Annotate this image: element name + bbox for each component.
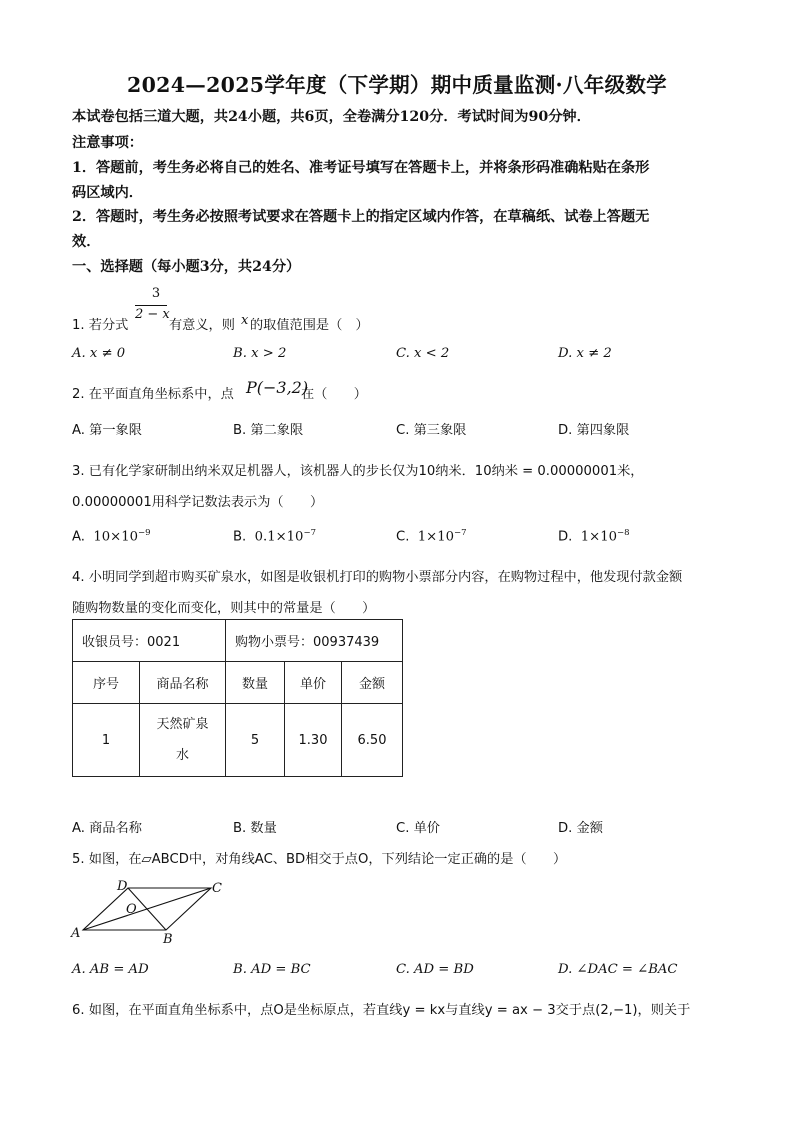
- q3-option-a-label: A.: [72, 529, 85, 545]
- note-2-line-1: 2．答题时，考生务必按照考试要求在答题卡上的指定区域内作答，在草稿纸、试卷上答题无: [72, 209, 650, 225]
- vertex-label-c: C: [212, 881, 222, 896]
- q1-option-a[interactable]: A. x ≠ 0: [72, 346, 126, 361]
- q2-suffix: 在（ ）: [301, 387, 367, 402]
- vertex-label-d: D: [117, 879, 128, 894]
- q3-line-1: 3. 已有化学家研制出纳米双足机器人，该机器人的步长仅为10纳米．10纳米 = 0.00000001米，: [72, 464, 644, 479]
- q2-prefix: 2. 在平面直角坐标系中，点: [72, 387, 234, 402]
- q4-option-b[interactable]: B. 数量: [233, 821, 277, 836]
- q3-option-a[interactable]: [72, 528, 151, 544]
- q1-variable: x: [241, 313, 249, 328]
- receipt-table: [72, 619, 403, 777]
- receipt-header-index: 序号: [73, 662, 140, 704]
- q3-option-b-exponent: −7: [303, 528, 316, 538]
- q2-option-c[interactable]: C. 第三象限: [396, 423, 467, 438]
- note-2-line-2: 效．: [72, 234, 101, 250]
- notes-title: 注意事项：: [72, 135, 143, 151]
- vertex-label-a: A: [71, 926, 81, 941]
- q4-line-1: 4. 小明同学到超市购买矿泉水，如图是收银机打印的购物小票部分内容，在购物过程中，他发现付款金额: [72, 570, 683, 585]
- q1-fraction-denominator: 2 − x: [135, 307, 170, 322]
- q3-option-d-base: 1×10: [580, 529, 617, 545]
- q2-option-a[interactable]: A. 第一象限: [72, 423, 142, 438]
- receipt-cell-amount: 6.50: [342, 704, 403, 777]
- receipt-cell-index: 1: [73, 704, 140, 777]
- receipt-column-headers: [73, 662, 403, 704]
- q1-suffix-b: 的取值范围是（ ）: [250, 318, 369, 333]
- q3-option-d-label: D.: [558, 529, 573, 545]
- q5-option-a[interactable]: A. AB = AD: [72, 962, 149, 977]
- table-row: [73, 704, 403, 777]
- q3-option-c-label: C.: [396, 529, 410, 545]
- receipt-cell-unit-price: 1.30: [285, 704, 342, 777]
- receipt-header-row: [73, 620, 403, 662]
- exam-intro: 本试卷包括三道大题，共24小题，共6页，全卷满分120分．考试时间为90分钟．: [72, 109, 591, 125]
- q5-option-b[interactable]: B. AD = BC: [233, 962, 311, 977]
- receipt-cell-quantity: 5: [226, 704, 285, 777]
- q3-option-b-base: 0.1×10: [254, 529, 304, 545]
- q3-option-a-exponent: −9: [138, 528, 151, 538]
- receipt-header-quantity: 数量: [226, 662, 285, 704]
- q2-point: P(−3,2): [246, 378, 309, 397]
- center-label-o: O: [126, 902, 137, 917]
- q4-option-c[interactable]: C. 单价: [396, 821, 440, 836]
- receipt-cell-name: 天然矿泉水: [140, 704, 226, 777]
- q1-fraction-numerator: 3: [151, 286, 161, 301]
- q3-option-a-base: 10×10: [93, 529, 138, 545]
- q3-line-2: 0.00000001用科学记数法表示为（ ）: [72, 495, 324, 510]
- q4-option-d[interactable]: D. 金额: [558, 821, 603, 836]
- note-1-line-1: 1．答题前，考生务必将自己的姓名、准考证号填写在答题卡上，并将条形码准确粘贴在条形: [72, 160, 650, 176]
- note-1-line-2: 码区域内．: [72, 185, 143, 201]
- q3-option-d[interactable]: [558, 528, 630, 544]
- q1-suffix-a: 有意义，则: [169, 318, 235, 333]
- q3-option-c-exponent: −7: [454, 528, 467, 538]
- q3-option-b[interactable]: [233, 528, 316, 544]
- receipt-cashier: 收银员号：0021: [73, 620, 226, 662]
- vertex-label-b: B: [163, 932, 173, 946]
- q3-option-c-base: 1×10: [417, 529, 455, 545]
- q1-option-b[interactable]: B. x > 2: [233, 346, 287, 361]
- q5-option-d[interactable]: D. ∠DAC = ∠BAC: [558, 962, 678, 977]
- q5-stem: 5. 如图，在▱ABCD中，对角线AC、BD相交于点O，下列结论一定正确的是（ ）: [72, 852, 567, 867]
- q1-fraction-bar: [135, 305, 167, 306]
- q1-option-d[interactable]: D. x ≠ 2: [558, 346, 612, 361]
- q1-option-c[interactable]: C. x < 2: [396, 346, 450, 361]
- q4-option-a[interactable]: A. 商品名称: [72, 821, 142, 836]
- receipt-header-name: 商品名称: [140, 662, 226, 704]
- q2-option-b[interactable]: B. 第二象限: [233, 423, 304, 438]
- page-title: 2024—2025学年度（下学期）期中质量监测·八年级数学: [127, 73, 667, 97]
- receipt-header-unit-price: 单价: [285, 662, 342, 704]
- q2-option-d[interactable]: D. 第四象限: [558, 423, 630, 438]
- receipt-header-amount: 金额: [342, 662, 403, 704]
- q6-line-1: 6. 如图，在平面直角坐标系中，点O是坐标原点，若直线y = kx与直线y = ax − 3交于点(2,−1)，则关于: [72, 1003, 691, 1018]
- q3-option-b-label: B.: [233, 529, 247, 545]
- q5-option-c[interactable]: C. AD = BD: [396, 962, 474, 977]
- q4-line-2: 随购物数量的变化而变化，则其中的常量是（ ）: [72, 601, 376, 616]
- parallelogram-figure: [68, 876, 228, 946]
- receipt-ticket-number: 购物小票号：00937439: [226, 620, 403, 662]
- section-1-title: 一、选择题（每小题3分，共24分）: [72, 259, 301, 275]
- q1-prefix: 1. 若分式: [72, 318, 129, 333]
- q3-option-d-exponent: −8: [616, 528, 630, 538]
- q3-option-c[interactable]: [396, 528, 467, 544]
